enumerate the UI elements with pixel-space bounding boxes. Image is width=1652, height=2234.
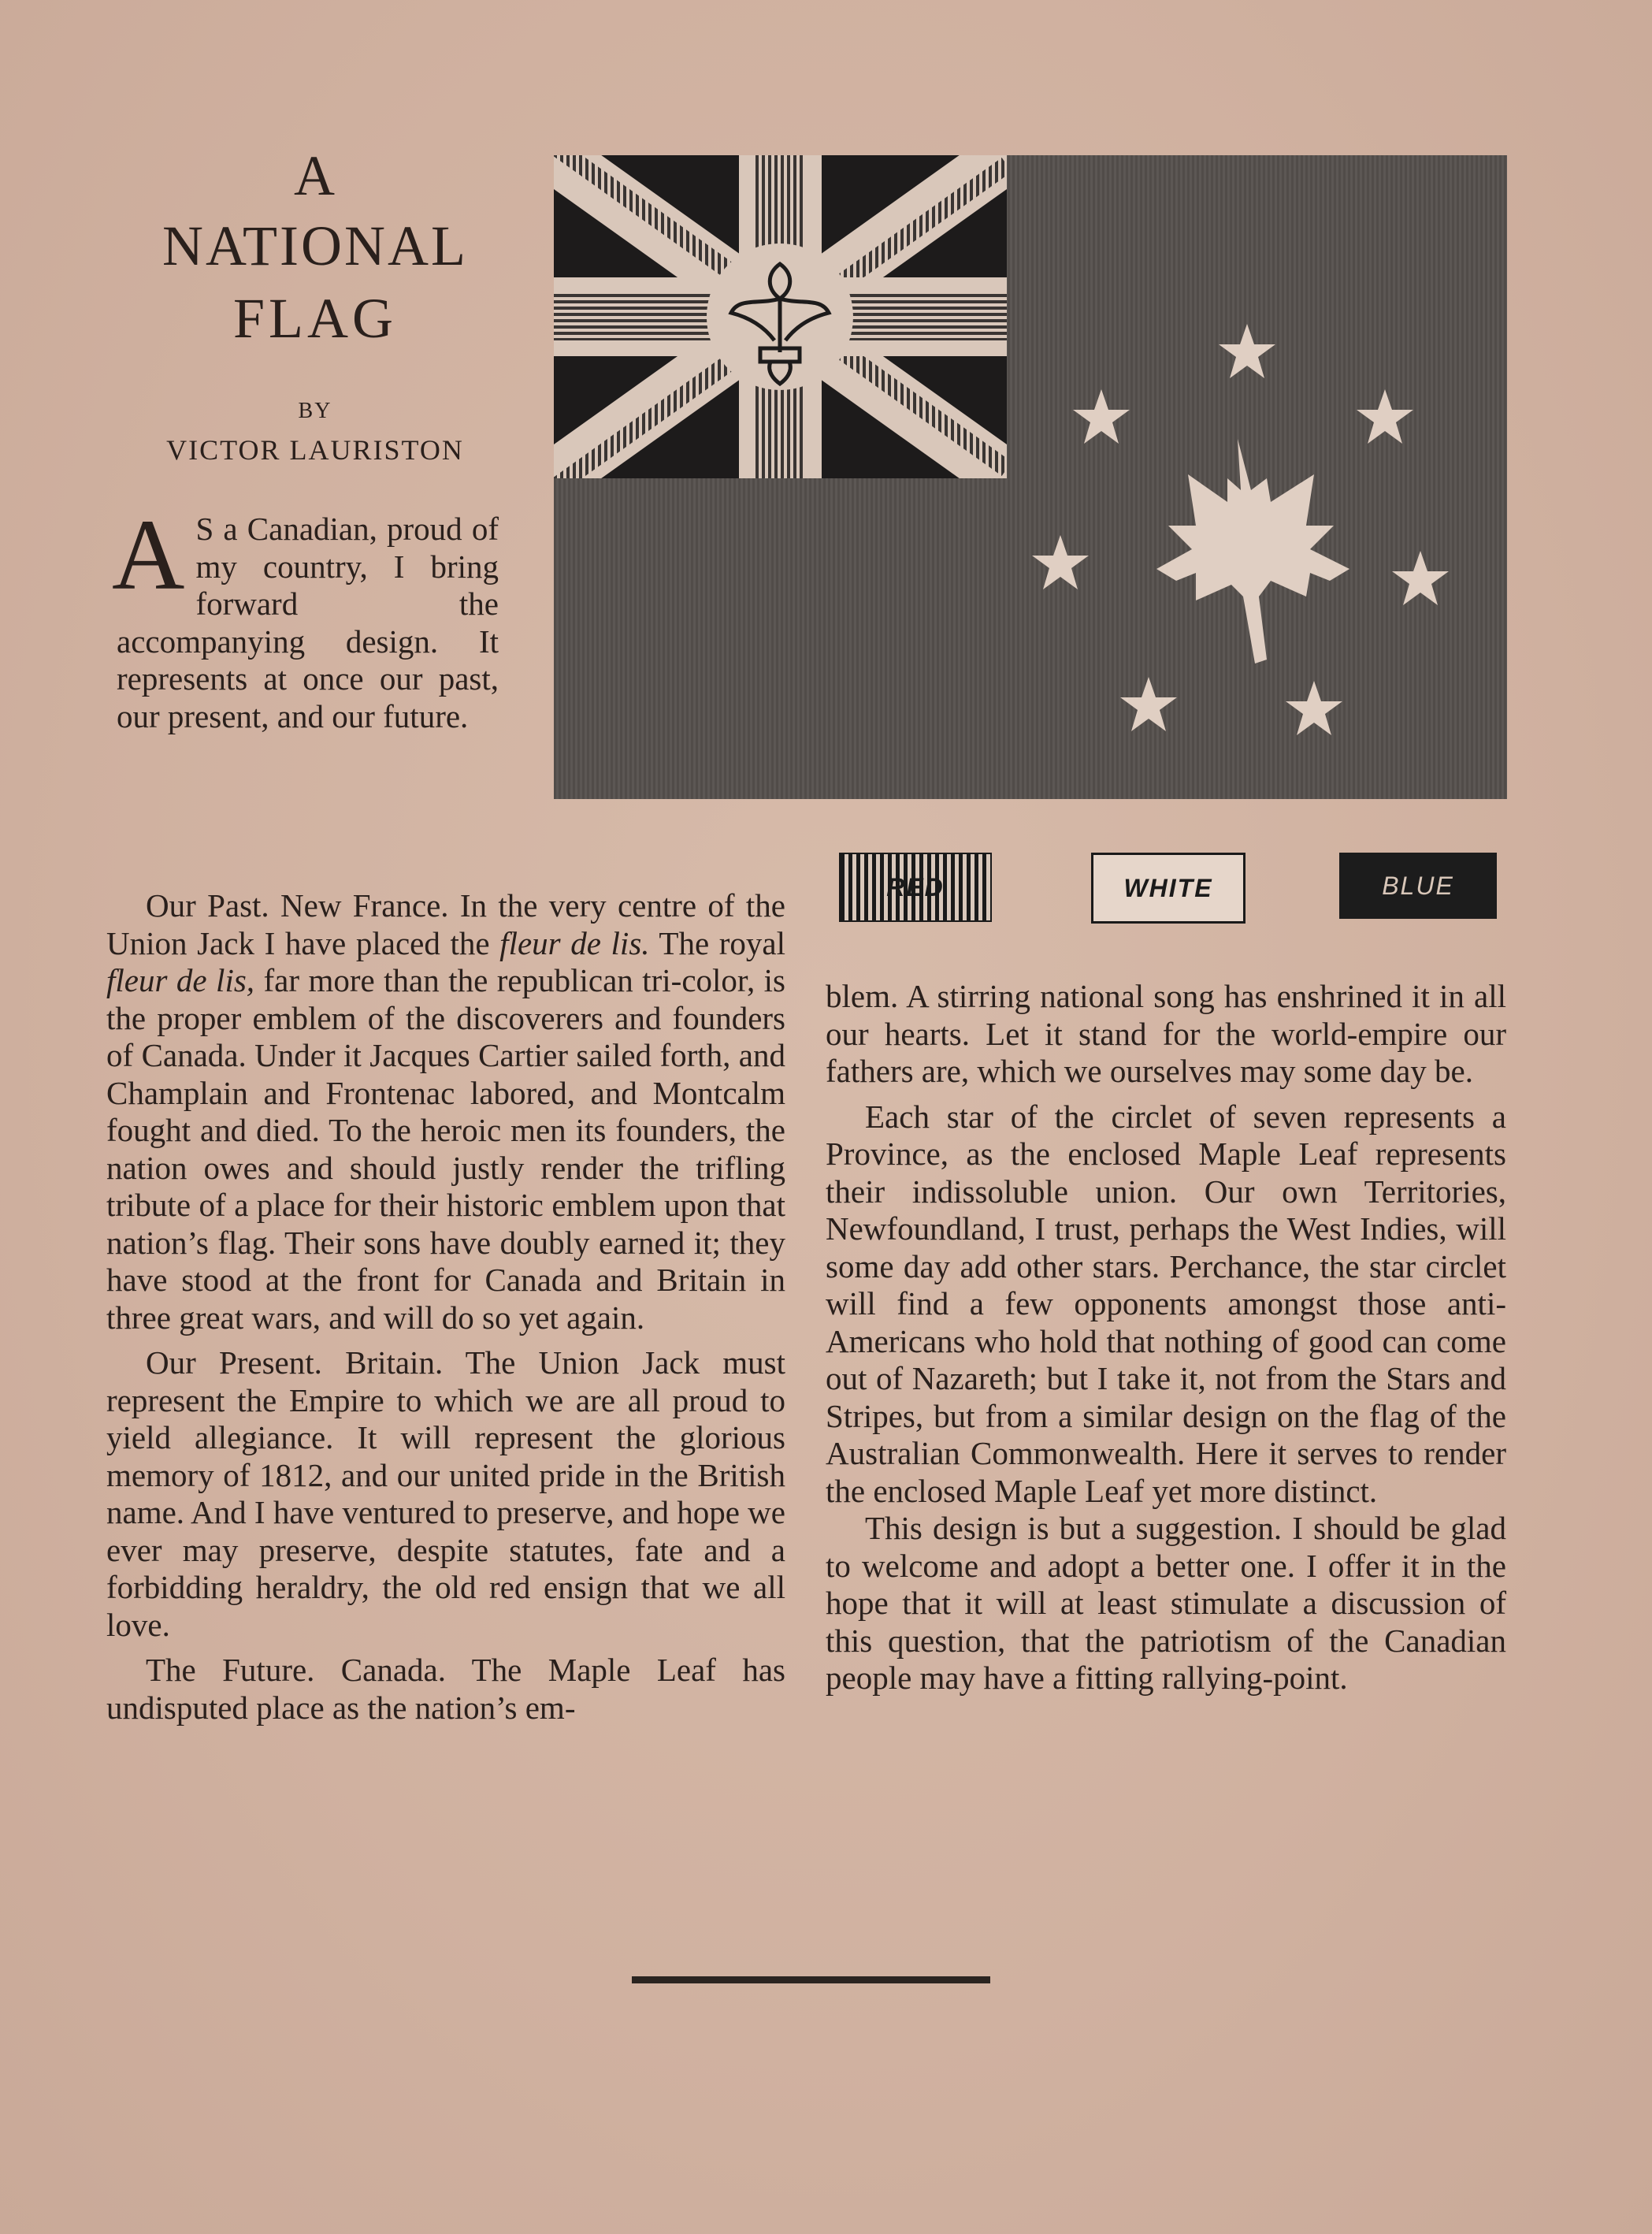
title-block <box>102 142 528 467</box>
title-line-3: FLAG <box>232 287 397 350</box>
flag-illustration <box>554 155 1507 799</box>
union-jack-canton <box>554 155 1007 488</box>
author-name: VICTOR LAURISTON <box>166 434 464 466</box>
title-line-2: NATIONAL <box>162 214 468 277</box>
title-line-1: A <box>294 144 336 207</box>
closing-paragraph: This design is but a suggestion. I should be glad to welcome and adopt a better one. I offer it in the hope that it will at least stimulate a discussion of this question, that the patriotism of the Canadian people may have a fitting rallying-point. <box>826 1510 1506 1696</box>
future-paragraph-end: blem. A stirring national song has enshrined it in all our hearts. Let it stand for the world-empire our fathers are, which we ourselves may some day be. <box>826 978 1506 1089</box>
color-key-white-label: WHITE <box>1123 874 1213 902</box>
intro-paragraph <box>112 499 499 735</box>
present-paragraph: Our Present. Britain. The Union Jack must represent the Empire to which we are all proud to yield allegiance. It will represent the glorious memory of 1812, and our united pride in the British name. And I have ventured to preserve, and hope we ever may preserve, despite statutes, fate and a forbidding heraldry, the old red ensign that we all love. <box>106 1344 785 1643</box>
color-key-white <box>1091 853 1245 924</box>
proposed-flag-svg <box>554 155 1507 799</box>
left-column <box>106 887 785 1727</box>
drop-cap: A <box>112 499 185 611</box>
color-key-red-label: RED <box>886 873 945 901</box>
end-rule <box>632 1976 990 1983</box>
color-key-blue <box>1339 853 1497 919</box>
right-column <box>826 978 1506 1697</box>
byline-by: BY <box>298 399 332 423</box>
intro-text: S a Canadian, proud of my country, I bring forward the accompanying design. It represents at once our past, our present, and our future. <box>117 511 499 734</box>
color-key-blue-label: BLUE <box>1382 872 1454 900</box>
past-paragraph: Our Past. New France. In the very centre of the Union Jack I have placed the fleur de lis. The royal fleur de lis, far more than the republican tri-color, is the proper emblem of the discoverers and founders of Canada. Under it Jacques Cartier sailed forth, and Champlain and Frontenac labored, and Montcalm fought and died. To the heroic men its founders, the nation owes and should justly render the trifling tribute of a place for their historic emblem upon that nation’s flag. Their sons have doubly earned it; they have stood at the front for Canada and Britain in three great wars, and will do so yet again. <box>106 887 786 1336</box>
stars-paragraph: Each star of the circlet of seven represents a Province, as the enclosed Maple Leaf represents their indissoluble union. Our own Territories, Newfoundland, I trust, perhaps the West Indies, will some day add other stars. Perchance, the star circlet will find a few opponents amongst those anti-Americans who hold that nothing of good can come out of Nazareth; but I take it, not from the Stars and Stripes, but from a similar design on the flag of the Australian Commonwealth. Here it serves to render the enclosed Maple Leaf yet more distinct. <box>826 1098 1506 1509</box>
color-key-red <box>839 853 992 922</box>
future-paragraph-start: The Future. Canada. The Maple Leaf has undisputed place as the nation’s em- <box>106 1652 785 1726</box>
